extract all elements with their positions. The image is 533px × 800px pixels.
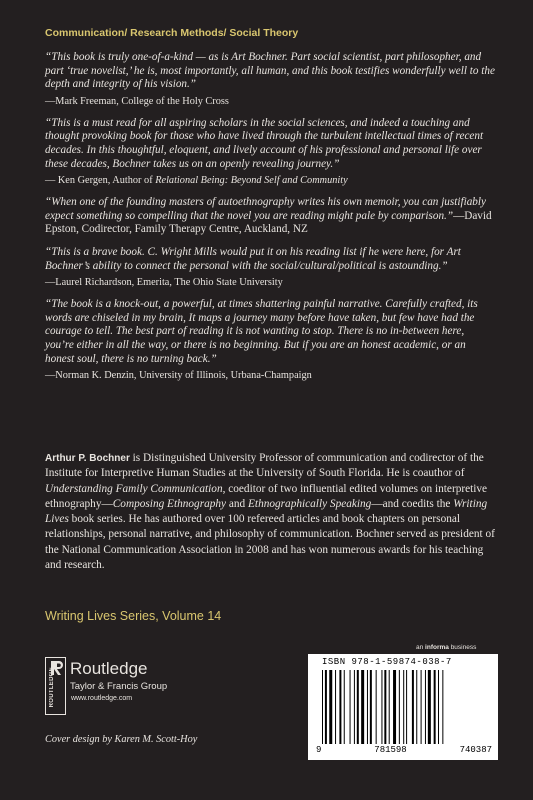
isbn-label: ISBN 978-1-59874-038-7: [322, 657, 452, 667]
bio-text: and: [226, 497, 249, 510]
bio-text: , coeditor of two influential edited volumes on interpretive ethnography—: [45, 482, 488, 510]
review-quote: “The book is a knock-out, a powerful, at times shattering painful narrative. Carefully crafted, its words are chiseled in my brain, It maps a journey many before have taken, but few have had the courage to tell. The best part of reading it is not wanting to stop. There is no in-between here, you’re either in all the way, or there is no beginning. But if you are an honest academic, or an honest soul, there is no turning back.”: [45, 298, 478, 365]
bio-book-title: Ethnographically Speaking: [248, 497, 372, 510]
review-5: [45, 298, 495, 382]
bio-book-title: Composing Ethnography: [112, 497, 227, 510]
isbn-barcode: [308, 654, 498, 760]
series-label: Writing Lives Series, Volume 14: [45, 609, 222, 623]
review-quote: “This book is truly one-of-a-kind — as is Art Bochner. Part social scientist, part philosopher, and part ‘true novelist,’ he is, most importantly, all human, and this book testifies wonderfully well to the depth and integrity of his vision.”: [45, 51, 495, 91]
barcode-icon: [322, 670, 484, 744]
review-attribution: —Laurel Richardson, Emerita, The Ohio State University: [45, 277, 283, 289]
category-label: Communication/ Research Methods/ Social Theory: [45, 27, 299, 39]
publisher-group: Taylor & Francis Group: [70, 681, 168, 692]
publisher-url: www.routledge.com: [71, 695, 133, 702]
review-attribution: —Norman K. Denzin, University of Illinois, Urbana-Champaign: [45, 370, 312, 382]
review-quote: “This is a brave book. C. Wright Mills would put it on his reading list if he were here, for Art Bochner’s ability to connect the personal with the social/cultural/political is astounding.”: [45, 245, 461, 272]
review-attribution: —Mark Freeman, College of the Holy Cross: [45, 95, 229, 107]
barcode-digit-group: 781598: [374, 745, 407, 755]
informa-prefix: an: [416, 644, 426, 651]
review-quote: “This is a must read for all aspiring scholars in the social sciences, and indeed a touching and thought provoking book for those who have lived through the turbulent intellectual times of recent decades. In this thoughtful, eloquent, and lively account of his professional and personal life over these decades, Bochner takes us on an openly revealing journey.”: [45, 116, 484, 170]
barcode-digit-group: 740387: [459, 745, 492, 755]
review-2: [45, 117, 495, 187]
author-bio: [45, 451, 500, 573]
attribution-prefix: — Ken Gergen, Author of: [45, 175, 156, 187]
review-attribution: —David Epston, Codirector, Family Therapy Centre, Auckland, NZ: [45, 209, 492, 236]
bio-text: book series. He has authored over 100 refereed articles and book chapters on personal relationships, personal narrative, and philosophy of communication. Bochner served as president of the National Communication Association in 2008 and has won numerous awards for his teaching and research.: [45, 513, 495, 572]
barcode-digit-group: 9: [316, 745, 322, 755]
review-attribution: [45, 174, 495, 187]
review-4: [45, 246, 495, 289]
cover-credit: Cover design by Karen M. Scott-Hoy: [45, 734, 198, 745]
informa-brand: informa: [425, 644, 449, 651]
review-3: [45, 196, 495, 237]
bio-text: —and coedits the: [371, 497, 454, 510]
barcode-digits: [316, 745, 492, 755]
review-quote: [45, 196, 495, 237]
reviews-section: [45, 51, 495, 391]
attribution-book-title: Relational Being: Beyond Self and Community: [155, 175, 348, 187]
bio-text: is Distinguished University Professor of communication and codirector of the Institute for Interpretive Human Studies at the University of South Florida. He is coauthor of: [45, 452, 484, 480]
publisher-logo: [45, 657, 245, 715]
bio-book-title: Understanding Family Communication: [45, 482, 223, 495]
review-quote-text: “When one of the founding masters of autoethnography writes his own memoir, you can justifiably expect something so compelling that the novel you are reading might pale by comparison.”: [45, 196, 486, 222]
review-1: [45, 51, 495, 108]
informa-tag: [416, 644, 476, 651]
informa-suffix: business: [448, 644, 477, 651]
publisher-vertical-wordmark: ROUTLEDGE: [49, 667, 55, 708]
publisher-name: Routledge: [70, 659, 148, 678]
author-name: Arthur P. Bochner: [45, 453, 130, 464]
bio-series-title: Writing Lives: [45, 497, 488, 526]
